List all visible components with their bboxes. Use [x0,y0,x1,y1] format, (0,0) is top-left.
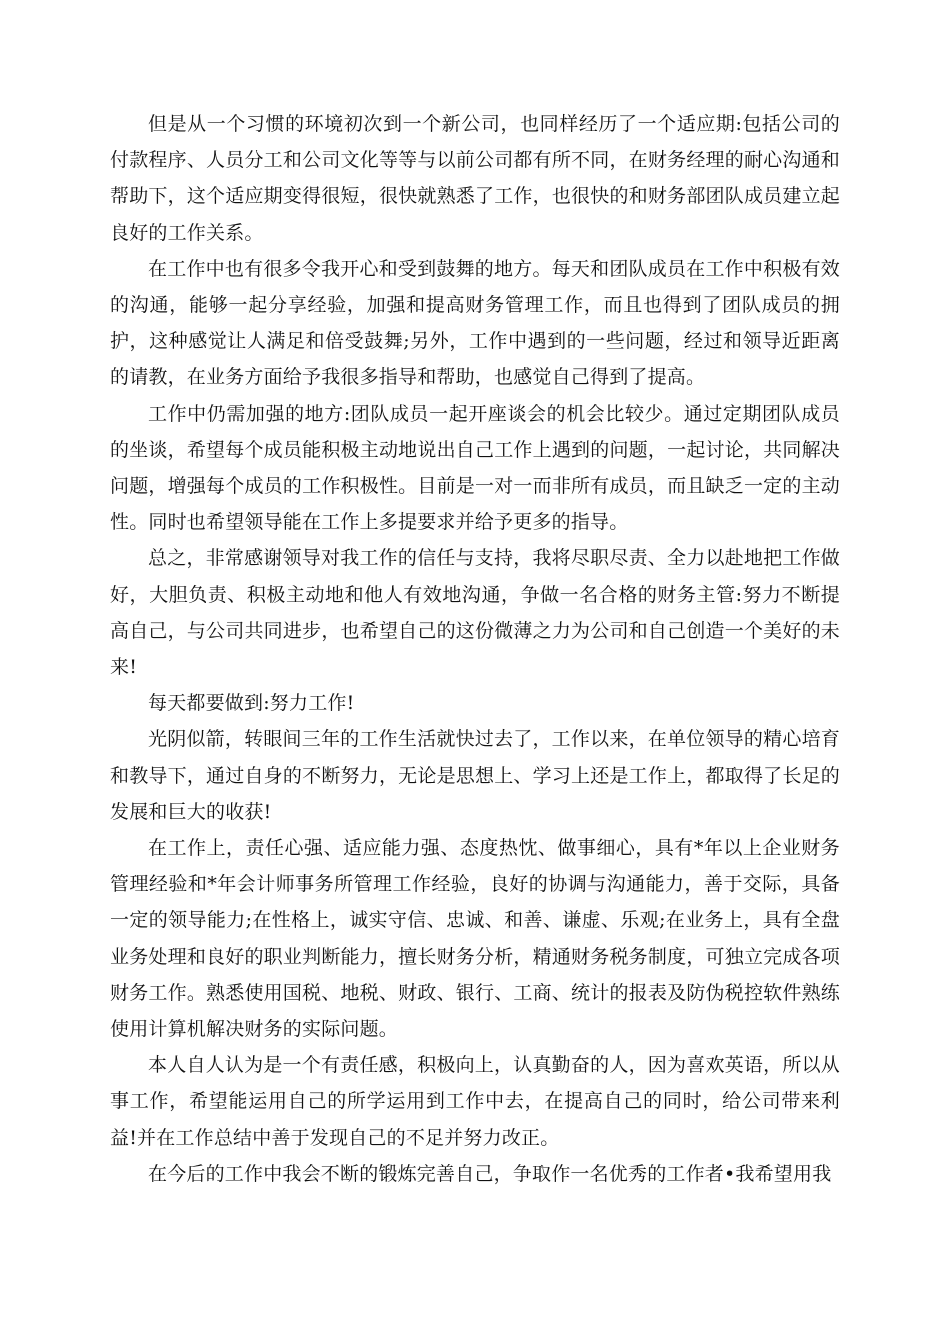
paragraph-5: 每天都要做到:努力工作! [148,692,355,715]
paragraph-6: 光阴似箭，转眼间三年的工作生活就快过去了，工作以来，在单位领导的精心培育和教导下，通过自身的不断努力，无论是思想上、学习上还是工作上，都取得了长足的发展和巨大的收获! [110,728,840,823]
paragraph-4: 总之，非常感谢领导对我工作的信任与支持，我将尽职尽责、全力以赴地把工作做好，大胆负责、积极主动地和他人有效地沟通，争做一名合格的财务主管:努力不断提高自己，与公司共同进步，也希望自己的这份微薄之力为公司和自己创造一个美好的未来! [110,547,840,679]
paragraph-9: 在今后的工作中我会不断的锻炼完善自己，争取作一名优秀的工作者•我希望用我 [148,1162,832,1185]
paragraph-1: 但是从一个习惯的环境初次到一个新公司，也同样经历了一个适应期:包括公司的付款程序、人员分工和公司文化等等与以前公司都有所不同，在财务经理的耐心沟通和帮助下，这个适应期变得很短，很快就熟悉了工作，也很快的和财务部团队成员建立起良好的工作关系。 [110,113,840,244]
paragraph-7: 在工作上，责任心强、适应能力强、态度热忱、做事细心，具有*年以上企业财务管理经验和*年会计师事务所管理工作经验，良好的协调与沟通能力，善于交际，具备一定的领导能力;在性格上，诚实守信、忠诚、和善、谦虚、乐观;在业务上，具有全盘业务处理和良好的职业判断能力，擅长财务分析，精通财务税务制度，可独立完成各项财务工作。熟悉使用国税、地税、财政、银行、工商、统计的报表及防伪税控软件熟练使用计算机解决财务的实际问题。 [110,837,840,1041]
paragraph-2: 在工作中也有很多令我开心和受到鼓舞的地方。每天和团队成员在工作中积极有效的沟通，能够一起分享经验，加强和提高财务管理工作，而且也得到了团队成员的拥护，这种感觉让人满足和倍受鼓舞;另外，工作中遇到的一些问题，经过和领导近距离的请教，在业务方面给予我很多指导和帮助，也感觉自己得到了提高。 [110,257,840,389]
document-body [110,106,840,1192]
paragraph-3: 工作中仍需加强的地方:团队成员一起开座谈会的机会比较少。通过定期团队成员的坐谈，希望每个成员能积极主动地说出自己工作上遇到的问题，一起讨论，共同解决问题，增强每个成员的工作积极性。目前是一对一而非所有成员，而且缺乏一定的主动性。同时也希望领导能在工作上多提要求并给予更多的指导。 [110,402,840,534]
paragraph-8: 本人自人认为是一个有责任感，积极向上，认真勤奋的人，因为喜欢英语，所以从事工作，希望能运用自己的所学运用到工作中去，在提高自己的同时，给公司带来利益!并在工作总结中善于发现自己的不足并努力改正。 [110,1054,840,1149]
